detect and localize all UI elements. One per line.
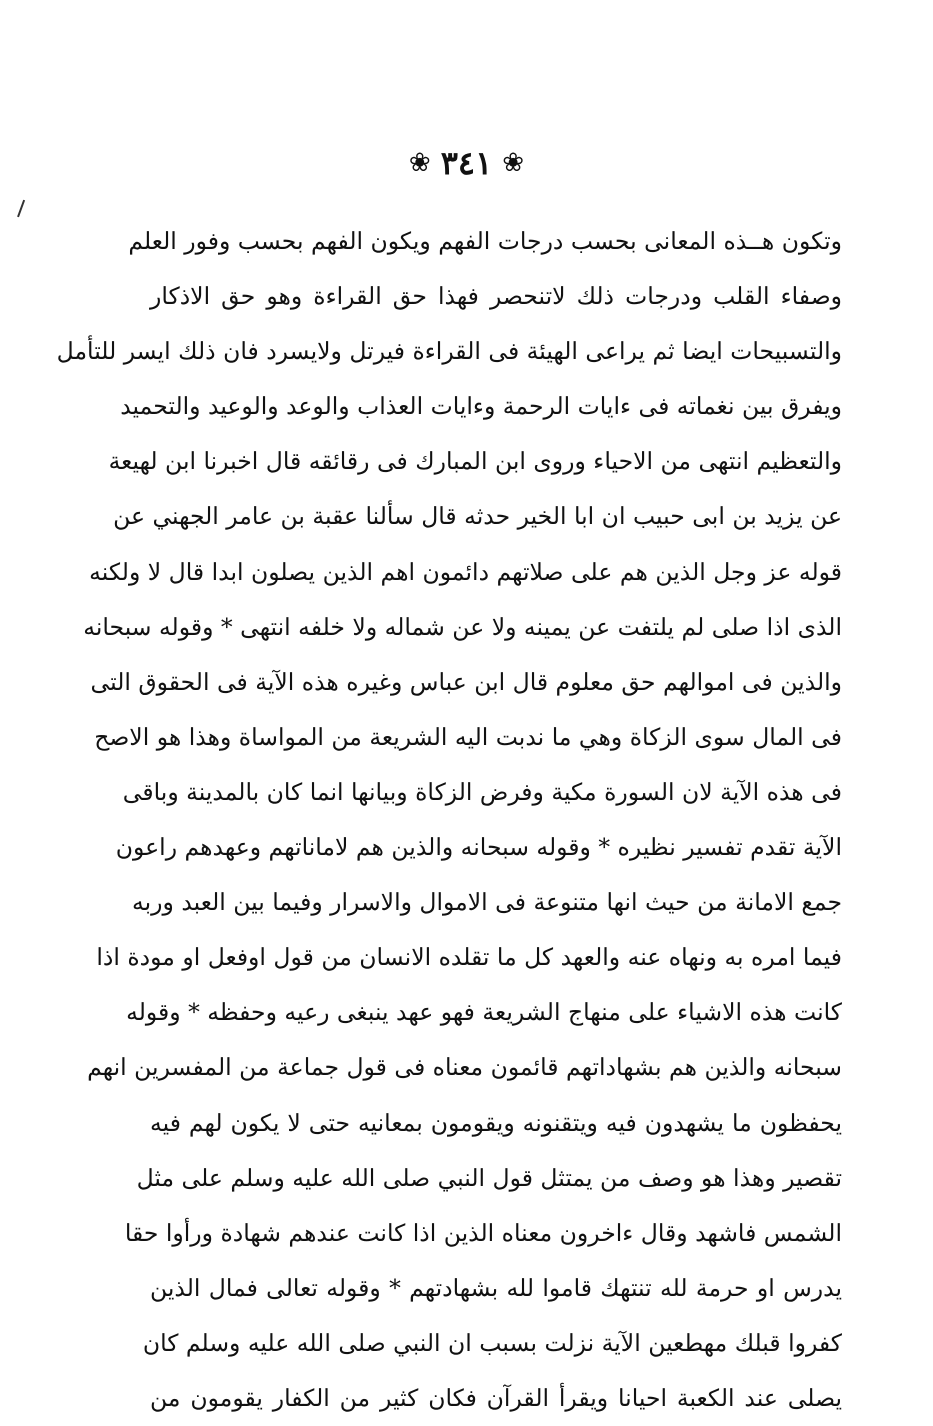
text-line: كفروا قبلك مهطعين الآية نزلت بسبب ان النبي صلى الله عليه وسلم كان	[142, 1328, 842, 1357]
text-line: عن يزيد بن ابى حبيب ان ابا الخير حدثه قال سألنا عقبة بن عامر الجهني عن	[113, 502, 842, 531]
text-line: وصفاء القلب ودرجات ذلك لاتنحصر فهذا حق القراءة وهو حق الاذكار	[150, 282, 842, 311]
text-line: يحفظون ما يشهدون فيه ويتقنونه ويقومون بمعانيه حتى لا يكون لهم فيه	[150, 1108, 842, 1137]
text-line: ويفرق بين نغماته فى ءايات الرحمة وءايات العذاب والوعد والوعيد والتحميد	[120, 392, 842, 421]
text-line: الآية تقدم تفسير نظيره * وقوله سبحانه والذين هم لاماناتهم وعهدهم راعون	[115, 833, 842, 862]
text-line: يدرس او حرمة لله تنتهك قاموا لله بشهادتهم * وقوله تعالى فمال الذين	[150, 1273, 842, 1302]
text-line: كانت هذه الاشياء على منهاج الشريعة فهو عهد ينبغى رعيه وحفظه * وقوله	[126, 998, 842, 1027]
text-line: فيما امره به ونهاه عنه والعهد كل ما تقلده الانسان من قول اوفعل او مودة اذا	[96, 943, 842, 972]
text-line: الذى اذا صلى لم يلتفت عن يمينه ولا عن شماله ولا خلفه انتهى * وقوله سبحانه	[83, 612, 842, 641]
text-line: وتكون هــذه المعانى بحسب درجات الفهم ويكون الفهم بحسب وفور العلم	[128, 227, 842, 255]
text-line: والتعظيم انتهى من الاحياء وروى ابن المبارك فى رقائقه قال اخبرنا ابن لهيعة	[108, 447, 842, 476]
body-text	[56, 214, 842, 1426]
text-line: فى هذه الآية لان السورة مكية وفرض الزكاة وبيانها انما كان بالمدينة وباقى	[122, 777, 842, 806]
text-line: يصلى عند الكعبة احيانا ويقرأ القرآن فكان كثير من الكفار يقومون من	[150, 1383, 842, 1412]
page-number: ٣٤١	[440, 144, 493, 182]
text-line: جمع الامانة من حيث انها متنوعة فى الاموال والاسرار وفيما بين العبد وربه	[132, 888, 842, 917]
text-line: فى المال سوى الزكاة وهي ما ندبت اليه الشريعة من المواساة وهذا هو الاصح	[94, 722, 842, 751]
text-line: والتسبيحات ايضا ثم يراعى الهيئة فى القراءة فيرتل ولايسرد فان ذلك ايسر للتأمل	[56, 337, 842, 366]
text-line: الشمس فاشهد وقال ءاخرون معناه الذين اذا كانت عندهم شهادة ورأوا حقا	[124, 1218, 842, 1247]
text-line: تقصير وهذا هو وصف من يمتثل قول النبي صلى الله عليه وسلم على مثل	[136, 1163, 842, 1192]
text-line: سبحانه والذين هم بشهاداتهم قائمون معناه فى قول جماعة من المفسرين انهم	[87, 1053, 842, 1082]
page-header	[0, 138, 933, 188]
ornament-right-icon: ❀	[502, 148, 525, 178]
ornament-left-icon: ❀	[408, 148, 431, 178]
text-line: قوله عز وجل الذين هم على صلاتهم دائمون اهم الذين يصلون ابدا قال لا ولكنه	[89, 557, 842, 586]
text-line: والذين فى اموالهم حق معلوم قال ابن عباس وغيره هذه الآية فى الحقوق التى	[90, 667, 842, 696]
stray-ink-mark	[17, 200, 28, 219]
